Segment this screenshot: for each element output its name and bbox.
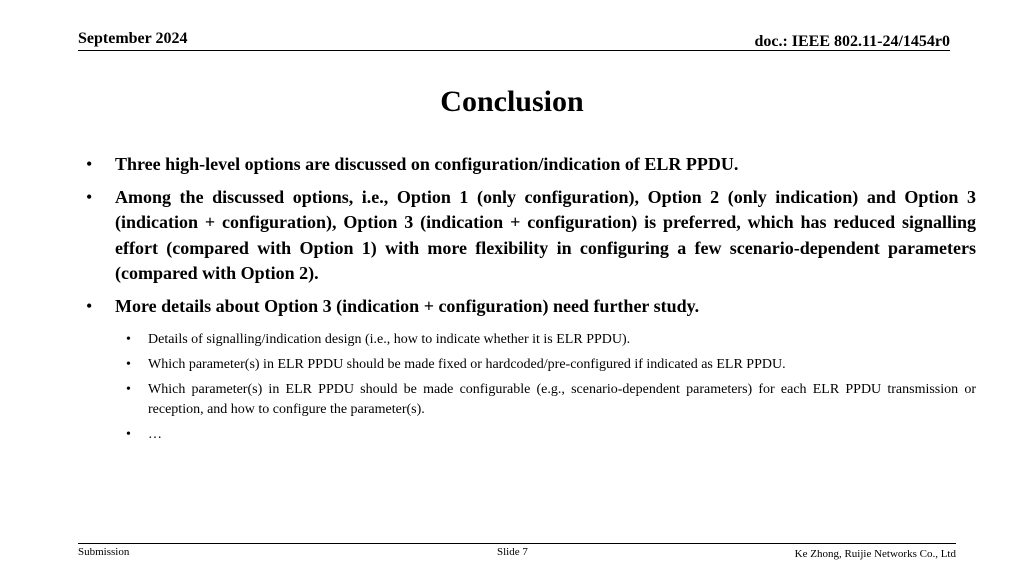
sub-bullet-item	[86, 355, 976, 375]
bullet-marker: •	[86, 295, 93, 316]
bullet-item	[86, 294, 976, 320]
sub-bullet-marker: •	[126, 332, 131, 347]
bullet-item	[86, 185, 976, 287]
sub-bullet-text: Details of signalling/indication design (i.e., how to indicate whether it is ELR PPDU).	[148, 332, 631, 347]
sub-bullet-text: …	[148, 427, 162, 442]
bullet-text: Three high-level options are discussed on configuration/indication of ELR PPDU.	[115, 154, 739, 174]
bullet-marker: •	[86, 186, 93, 207]
slide-title: Conclusion	[440, 85, 584, 118]
footer-submission: Submission	[78, 546, 130, 558]
sub-bullet-item	[86, 425, 976, 445]
sub-bullet-item	[86, 330, 976, 350]
sub-bullet-marker: •	[126, 357, 131, 372]
bullet-marker: •	[86, 154, 93, 174]
header-divider	[78, 50, 950, 51]
sub-bullet-list	[86, 330, 976, 445]
footer-divider	[78, 543, 956, 544]
bullet-text: More details about Option 3 (indication + configuration) need further study.	[115, 295, 700, 316]
bullet-item	[86, 152, 976, 178]
bullet-text: Among the discussed options, i.e., Option 1 (only configuration), Option 2 (only indication) and Option 3 (indication + configuration), Option 3 (indication + configuration) is preferred, which has reduced signalling effort (compared with Option 1) with more flexibility in configuring a few scenario-dependent parameters (compared with Option 2).	[115, 186, 976, 283]
sub-bullet-item	[86, 380, 976, 420]
header-date: September 2024	[78, 30, 188, 47]
footer-author: Ke Zhong, Ruijie Networks Co., Ltd	[794, 548, 956, 560]
document-id: doc.: IEEE 802.11-24/1454r0	[754, 33, 950, 50]
slide-number: Slide 7	[497, 546, 528, 558]
sub-bullet-text: Which parameter(s) in ELR PPDU should be made fixed or hardcoded/pre-configured if indicated as ELR PPDU.	[148, 357, 786, 372]
sub-bullet-marker: •	[126, 382, 131, 397]
sub-bullet-marker: •	[126, 427, 131, 442]
slide-content	[86, 152, 976, 450]
sub-bullet-text: Which parameter(s) in ELR PPDU should be made configurable (e.g., scenario-dependent parameters) for each ELR PPDU transmission or reception, and how to configure the parameter(s).	[148, 382, 976, 417]
